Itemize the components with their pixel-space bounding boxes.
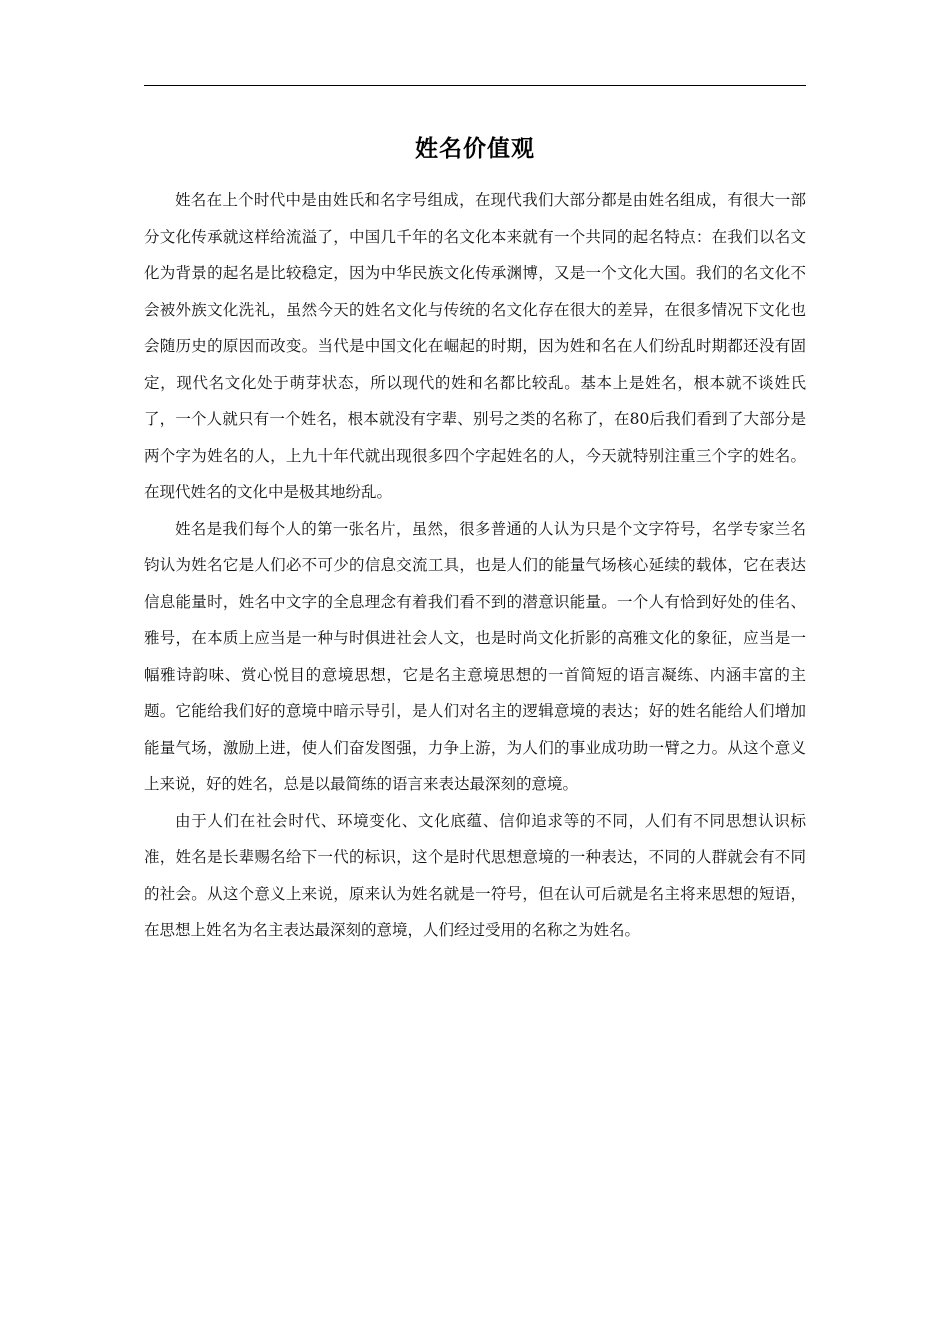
header-rule (144, 85, 806, 86)
paragraph-1: 姓名在上个时代中是由姓氏和名字号组成，在现代我们大部分都是由姓名组成，有很大一部分文化传承就这样给流溢了，中国几千年的名文化本来就有一个共同的起名特点：在我们以名文化为背景的起名是比较稳定，因为中华民族文化传承渊博，又是一个文化大国。我们的名文化不会被外族文化洗礼，虽然今天的姓名文化与传统的名文化存在很大的差异，在很多情况下文化也会随历史的原因而改变。当代是中国文化在崛起的时期，因为姓和名在人们纷乱时期都还没有固定，现代名文化处于萌芽状态，所以现代的姓和名都比较乱。基本上是姓名，根本就不谈姓氏了，一个人就只有一个姓名，根本就没有字辈、别号之类的名称了，在80后我们看到了大部分是两个字为姓名的人，上九十年代就出现很多四个字起姓名的人，今天就特别注重三个字的姓名。在现代姓名的文化中是极其地纷乱。 (144, 191, 806, 501)
document-body (144, 182, 806, 949)
paragraph-3: 由于人们在社会时代、环境变化、文化底蕴、信仰追求等的不同，人们有不同思想认识标准，姓名是长辈赐名给下一代的标识，这个是时代思想意境的一种表达，不同的人群就会有不同的社会。从这个意义上来说，原来认为姓名就是一符号，但在认可后就是名主将来思想的短语，在思想上姓名为名主表达最深刻的意境，人们经过受用的名称之为姓名。 (144, 811, 806, 939)
document-title: 姓名价值观 (415, 135, 535, 162)
paragraph-2: 姓名是我们每个人的第一张名片，虽然，很多普通的人认为只是个文字符号，名学专家兰名钧认为姓名它是人们必不可少的信息交流工具，也是人们的能量气场核心延续的载体，它在表达信息能量时，姓名中文字的全息理念有着我们看不到的潜意识能量。一个人有恰到好处的佳名、雅号，在本质上应当是一种与时俱进社会人文，也是时尚文化折影的高雅文化的象征，应当是一幅雅诗韵味、赏心悦目的意境思想，它是名主意境思想的一首简短的语言凝练、内涵丰富的主题。它能给我们好的意境中暗示导引，是人们对名主的逻辑意境的表达；好的姓名能给人们增加能量气场，激励上进，使人们奋发图强，力争上游，为人们的事业成功助一臂之力。从这个意义上来说，好的姓名，总是以最简练的语言来表达最深刻的意境。 (144, 519, 806, 793)
